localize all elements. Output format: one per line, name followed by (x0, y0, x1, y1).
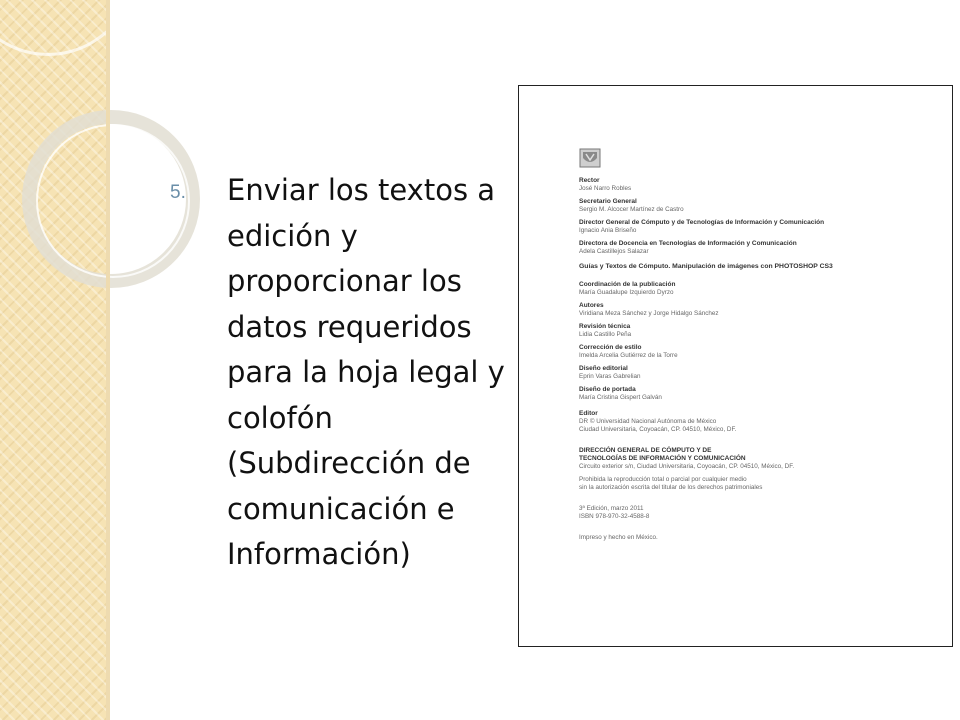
doc-section (579, 198, 939, 214)
doc-label: DIRECCIÓN GENERAL DE CÓMPUTO Y DE (579, 447, 712, 454)
doc-label: Director General de Cómputo y de Tecnologías de Información y Comunicación (579, 219, 825, 226)
bullet-line: comunicación e (227, 491, 455, 526)
publication-title: Guías y Textos de Cómputo. Manipulación de imágenes con PHOTOSHOP CS3 (579, 263, 833, 270)
doc-value: José Narro Robles (579, 185, 632, 192)
doc-value: Ciudad Universitaria, Coyoacán, CP. 04510, México, DF. (579, 426, 737, 433)
doc-label: TECNOLOGÍAS DE INFORMACIÓN Y COMUNICACIÓN (579, 455, 746, 462)
doc-edition (579, 505, 939, 521)
doc-value: Sergio M. Alcocer Martínez de Castro (579, 206, 684, 213)
band-edge (106, 0, 110, 720)
bullet-line: edición y (227, 218, 358, 253)
doc-section (579, 177, 939, 193)
doc-label: Diseño de portada (579, 386, 636, 393)
doc-section (579, 219, 939, 235)
bullet-line: colofón (227, 400, 333, 435)
legal-page-content (579, 148, 939, 542)
doc-value: Eprin Varas Gabrelian (579, 373, 641, 380)
doc-value: Ignacio Ania Briseño (579, 227, 637, 234)
doc-label: Diseño editorial (579, 365, 628, 372)
doc-editor (579, 410, 939, 434)
decorative-ring (36, 124, 190, 278)
decorative-side-band (0, 0, 106, 720)
doc-section (579, 344, 939, 360)
doc-value: María Guadalupe Izquierdo Dyrzo (579, 289, 674, 296)
legal-page-image (518, 85, 953, 647)
doc-section (579, 386, 939, 402)
doc-label: Corrección de estilo (579, 344, 642, 351)
doc-label: Editor (579, 410, 598, 417)
bullet-line: Enviar los textos a (227, 173, 496, 207)
doc-rights (579, 476, 939, 492)
doc-label: Secretario General (579, 198, 637, 205)
doc-section (579, 240, 939, 256)
doc-value: Lidia Castillo Peña (579, 331, 632, 338)
doc-section (579, 323, 939, 339)
bullet-text (227, 168, 517, 578)
doc-value: Circuito exterior s/n, Ciudad Universitaria, Coyoacán, CP. 04510, México, DF. (579, 463, 795, 470)
doc-value: sin la autorización escrita del titular de los derechos patrimoniales (579, 484, 763, 491)
doc-section (579, 302, 939, 318)
bullet-line: para la hoja legal y (227, 355, 505, 389)
doc-label: Autores (579, 302, 604, 309)
doc-value: Viridiana Meza Sánchez y Jorge Hidalgo Sánchez (579, 310, 719, 317)
doc-value: María Cristina Gispert Galván (579, 394, 662, 401)
doc-section (579, 281, 939, 297)
bullet-line: proporcionar los (227, 264, 462, 298)
doc-value: Adela Castillejos Salazar (579, 248, 649, 255)
doc-value: DR © Universidad Nacional Autónoma de México (579, 418, 717, 425)
bullet-line: Información) (227, 537, 411, 571)
doc-label: Revisión técnica (579, 323, 631, 330)
doc-value: Prohibida la reproducción total o parcial por cualquier medio (579, 476, 747, 483)
doc-value: Imelda Arcelia Gutiérrez de la Torre (579, 352, 678, 359)
bullet-line: datos requeridos (227, 309, 472, 344)
unam-seal-icon (579, 148, 601, 168)
doc-value: 3ª Edición, marzo 2011 (579, 505, 644, 512)
doc-label: Rector (579, 177, 600, 184)
doc-dgtic (579, 447, 939, 471)
bullet-line: (Subdirección de (227, 446, 471, 480)
doc-label: Directora de Docencia en Tecnologías de Información y Comunicación (579, 240, 797, 247)
bullet-number: 5. (170, 182, 186, 203)
decorative-ring (0, 0, 136, 56)
doc-value: ISBN 978-970-32-4588-8 (579, 513, 650, 520)
doc-section (579, 365, 939, 381)
doc-label: Coordinación de la publicación (579, 281, 676, 288)
doc-printed: Impreso y hecho en México. (579, 534, 658, 541)
